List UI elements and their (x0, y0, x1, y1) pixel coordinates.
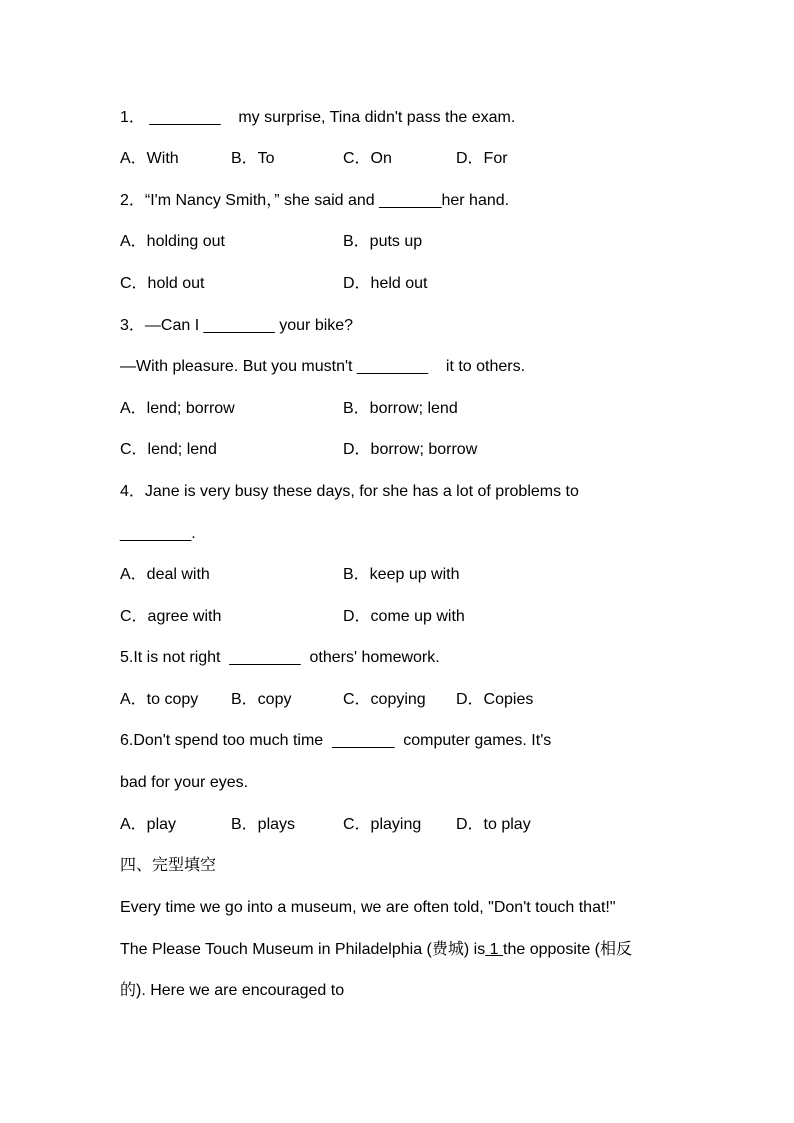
question-3-stem (120, 316, 353, 336)
stem-text: 6.Don't spend too much time (120, 732, 324, 749)
option-d: D．to play (456, 816, 531, 833)
stem-text: computer games. It's (403, 732, 552, 749)
option-b: B．plays (231, 816, 296, 833)
passage-text: The Please Touch Museum in Philadelphia (费城) is (120, 941, 486, 958)
question-number: 1． (120, 109, 145, 126)
stem-text: my surprise, Tina didn't pass the exam. (238, 109, 516, 126)
option-a: A．deal with (120, 566, 210, 583)
option-a: A．to copy (120, 691, 199, 708)
option-d: D．borrow; borrow (343, 441, 478, 458)
option-b: B．copy (231, 691, 292, 708)
answer-blank: ________. (120, 525, 196, 542)
option-c: C．copying (343, 691, 426, 708)
passage-line: Every time we go into a museum, we are often told, "Don't touch that!" (120, 899, 616, 916)
answer-blank: ________ (229, 649, 301, 666)
option-d: D．come up with (343, 608, 465, 625)
passage-line (120, 940, 632, 960)
option-a: A．lend; borrow (120, 400, 235, 417)
section-heading: 四、完型填空 (120, 857, 217, 874)
question-6-stem (120, 731, 551, 751)
question-3-response (120, 357, 525, 377)
answer-blank: ________ (203, 317, 275, 334)
option-b: B．To (231, 150, 275, 167)
answer-blank: _______ (332, 732, 395, 749)
answer-blank: ________ (356, 358, 429, 375)
passage-line: 的). Here we are encouraged to (120, 982, 345, 999)
option-b: B．keep up with (343, 566, 460, 583)
stem-text: your bike? (279, 317, 354, 334)
stem-text: it to others. (445, 358, 526, 375)
stem-text: —With pleasure. But you mustn't (120, 358, 353, 375)
option-b: B．puts up (343, 233, 423, 250)
stem-text: 2．“I'm Nancy Smith，” she said and (120, 192, 375, 209)
answer-blank: ________ (149, 109, 221, 126)
question-1-stem (120, 108, 515, 128)
option-a: A．With (120, 150, 179, 167)
stem-text: 5.It is not right (120, 649, 221, 666)
option-b: B．borrow; lend (343, 400, 458, 417)
option-d: D．Copies (456, 691, 534, 708)
option-c: C．agree with (120, 608, 222, 625)
option-c: C．playing (343, 816, 422, 833)
question-2-stem (120, 191, 509, 211)
stem-text: 3．—Can I (120, 317, 200, 334)
option-a: A．play (120, 816, 177, 833)
question-5-stem (120, 648, 440, 668)
option-d: D．held out (343, 275, 428, 292)
option-c: C．On (343, 150, 392, 167)
option-a: A．holding out (120, 233, 225, 250)
option-d: D．For (456, 150, 508, 167)
option-c: C．hold out (120, 275, 205, 292)
cloze-number: 1 (489, 941, 499, 958)
stem-text: her hand. (441, 192, 510, 209)
cloze-blank-1 (485, 941, 503, 958)
question-6-stem-cont: bad for your eyes. (120, 774, 249, 791)
answer-blank: _______ (379, 192, 442, 209)
stem-text: others' homework. (309, 649, 440, 666)
question-4-stem: 4．Jane is very busy these days, for she has a lot of problems to (120, 483, 579, 500)
option-c: C．lend; lend (120, 441, 217, 458)
passage-text: the opposite (相反 (503, 941, 632, 958)
